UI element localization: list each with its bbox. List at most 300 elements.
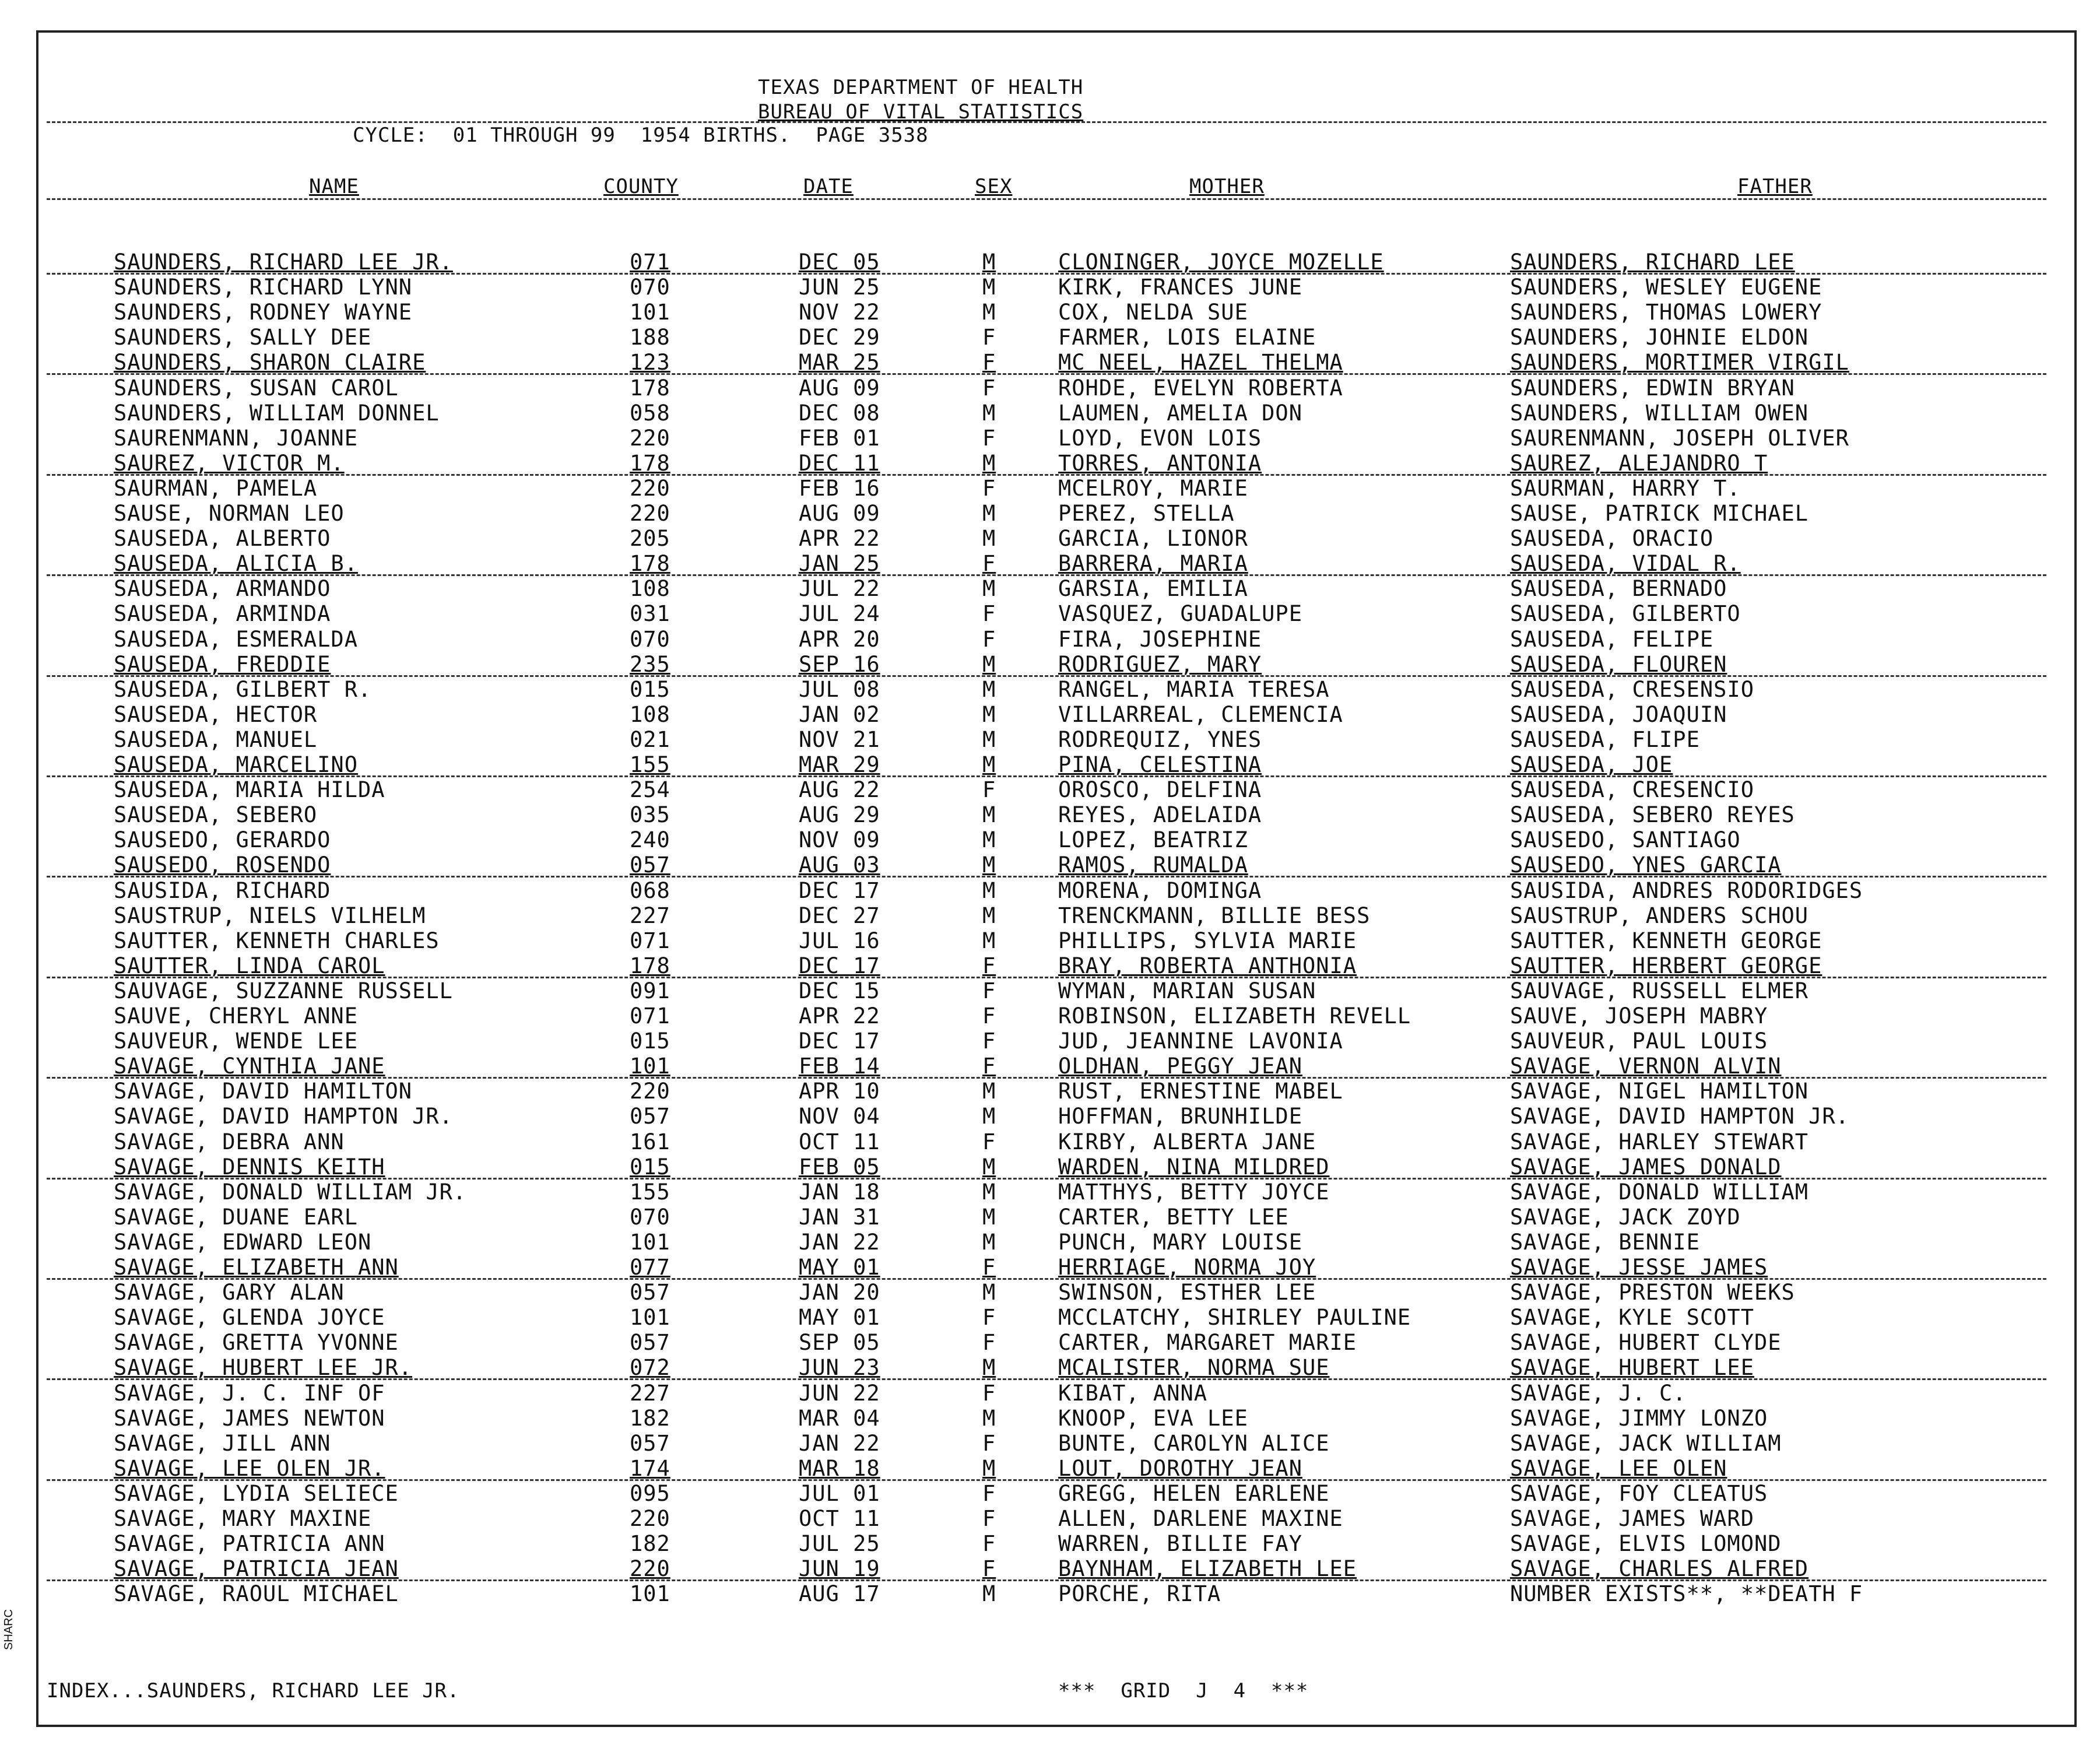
cell-name: SAVAGE, DAVID HAMPTON JR.: [114, 1104, 453, 1129]
cell-mother: PORCHE, RITA: [1058, 1581, 1221, 1607]
cell-county: 070: [630, 626, 670, 652]
table-row: [0, 953, 2100, 978]
cell-date: DEC 05: [799, 250, 880, 275]
cell-father: SAUSEDA, FLOUREN: [1510, 651, 1727, 677]
cell-father: NUMBER EXISTS**, **DEATH F: [1510, 1581, 1863, 1607]
cell-father: SAVAGE, HUBERT LEE: [1510, 1355, 1754, 1381]
cell-county: 220: [630, 475, 670, 501]
cell-mother: OLDHAN, PEGGY JEAN: [1058, 1054, 1302, 1079]
cell-county: 174: [630, 1455, 670, 1481]
cell-mother: KIBAT, ANNA: [1058, 1380, 1208, 1406]
cell-name: SAVAGE, DUANE EARL: [114, 1204, 358, 1230]
cell-father: SAUNDERS, JOHNIE ELDON: [1510, 325, 1809, 350]
cell-mother: TRENCKMANN, BILLIE BESS: [1058, 903, 1371, 928]
cell-date: JAN 20: [799, 1280, 880, 1305]
cell-sex: M: [982, 450, 996, 476]
cell-county: 155: [630, 1179, 670, 1205]
cell-name: SAUNDERS, RODNEY WAYNE: [114, 300, 413, 325]
cell-sex: M: [982, 877, 996, 903]
cell-name: SAVAGE, EDWARD LEON: [114, 1229, 372, 1255]
cell-father: SAUSEDA, CRESENSIO: [1510, 676, 1754, 702]
cell-county: 178: [630, 375, 670, 401]
cell-father: SAUSE, PATRICK MICHAEL: [1510, 501, 1809, 526]
cell-name: SAUSEDA, HECTOR: [114, 701, 318, 727]
cell-county: 123: [630, 350, 670, 375]
cell-county: 101: [630, 1305, 670, 1331]
table-row: [0, 1581, 2100, 1606]
cell-date: MAY 01: [799, 1255, 880, 1280]
cell-sex: F: [982, 350, 996, 375]
table-row: [0, 978, 2100, 1003]
cell-father: SAURMAN, HARRY T.: [1510, 475, 1741, 501]
cell-county: 070: [630, 275, 670, 300]
cell-county: 101: [630, 1054, 670, 1079]
cell-date: JUL 24: [799, 601, 880, 627]
table-row: [0, 903, 2100, 928]
cell-date: MAR 04: [799, 1405, 880, 1431]
cell-sex: F: [982, 475, 996, 501]
cell-mother: LOYD, EVON LOIS: [1058, 425, 1262, 451]
cell-name: SAUVAGE, SUZZANNE RUSSELL: [114, 978, 453, 1003]
cell-father: SAVAGE, DAVID HAMPTON JR.: [1510, 1104, 1849, 1129]
table-row: [0, 677, 2100, 702]
cell-date: FEB 05: [799, 1154, 880, 1180]
cell-father: SAVAGE, FOY CLEATUS: [1510, 1480, 1768, 1506]
cell-name: SAUSEDA, SEBERO: [114, 802, 318, 828]
cell-sex: F: [982, 1480, 996, 1506]
cell-mother: RODREQUIZ, YNES: [1058, 726, 1262, 752]
cell-mother: VILLARREAL, CLEMENCIA: [1058, 701, 1343, 727]
cell-name: SAVAGE, GARY ALAN: [114, 1280, 345, 1305]
cell-county: 058: [630, 400, 670, 426]
table-row: [0, 702, 2100, 727]
cell-sex: F: [982, 1556, 996, 1582]
table-row: [0, 401, 2100, 426]
cell-county: 220: [630, 1506, 670, 1531]
table-row: [0, 1079, 2100, 1104]
cell-father: SAUSEDA, JOE: [1510, 752, 1673, 777]
cell-mother: JUD, JEANNINE LAVONIA: [1058, 1029, 1343, 1054]
cell-date: JUN 25: [799, 275, 880, 300]
cell-date: DEC 27: [799, 903, 880, 928]
cell-date: APR 22: [799, 1003, 880, 1029]
table-row: [0, 627, 2100, 652]
cell-county: 227: [630, 1380, 670, 1406]
cell-father: SAUNDERS, THOMAS LOWERY: [1510, 300, 1822, 325]
cell-mother: VASQUEZ, GUADALUPE: [1058, 601, 1302, 627]
cell-father: SAURENMANN, JOSEPH OLIVER: [1510, 425, 1849, 451]
cell-mother: MCALISTER, NORMA SUE: [1058, 1355, 1330, 1381]
table-row: [0, 1255, 2100, 1280]
cell-name: SAUREZ, VICTOR M.: [114, 450, 345, 476]
cell-father: SAUSEDA, BERNADO: [1510, 576, 1727, 602]
cell-county: 071: [630, 250, 670, 275]
grid-footer: *** GRID J 4 ***: [1058, 1679, 1309, 1703]
cell-date: JUL 08: [799, 676, 880, 702]
cell-father: SAVAGE, JESSE JAMES: [1510, 1255, 1768, 1280]
table-row: [0, 1180, 2100, 1205]
cell-mother: WYMAN, MARIAN SUSAN: [1058, 978, 1316, 1003]
cell-father: SAUSEDO, YNES GARCIA: [1510, 852, 1782, 878]
cell-mother: MATTHYS, BETTY JOYCE: [1058, 1179, 1330, 1205]
cell-father: SAUSEDA, SEBERO REYES: [1510, 802, 1795, 828]
cell-father: SAVAGE, LEE OLEN: [1510, 1455, 1727, 1481]
cell-name: SAUSE, NORMAN LEO: [114, 501, 345, 526]
cell-father: SAUVAGE, RUSSELL ELMER: [1510, 978, 1809, 1003]
cell-father: SAUSIDA, ANDRES RODORIDGES: [1510, 877, 1863, 903]
cell-father: SAUSEDA, CRESENCIO: [1510, 777, 1754, 803]
cell-date: OCT 11: [799, 1129, 880, 1154]
cell-sex: M: [982, 726, 996, 752]
cell-county: 220: [630, 425, 670, 451]
cell-date: DEC 17: [799, 1029, 880, 1054]
table-row: [0, 1104, 2100, 1129]
cell-mother: ALLEN, DARLENE MAXINE: [1058, 1506, 1343, 1531]
cell-name: SAVAGE, DEBRA ANN: [114, 1129, 345, 1154]
cell-date: DEC 15: [799, 978, 880, 1003]
col-date-header: DATE: [803, 175, 854, 198]
cell-father: SAUSEDA, FELIPE: [1510, 626, 1714, 652]
table-row: [0, 1506, 2100, 1531]
cell-date: AUG 22: [799, 777, 880, 803]
cell-name: SAVAGE, DONALD WILLIAM JR.: [114, 1179, 467, 1205]
cell-name: SAUSEDA, ARMINDA: [114, 601, 331, 627]
cell-father: SAVAGE, JACK ZOYD: [1510, 1204, 1741, 1230]
cell-date: MAR 29: [799, 752, 880, 777]
cell-father: SAUSEDA, GILBERTO: [1510, 601, 1741, 627]
cell-sex: M: [982, 1079, 996, 1104]
cell-sex: M: [982, 1104, 996, 1129]
table-row: [0, 1129, 2100, 1154]
cell-mother: GARSIA, EMILIA: [1058, 576, 1248, 602]
cell-county: 155: [630, 752, 670, 777]
cell-county: 161: [630, 1129, 670, 1154]
index-footer: INDEX...SAUNDERS, RICHARD LEE JR.: [47, 1679, 460, 1703]
table-row: [0, 727, 2100, 752]
cell-mother: BRAY, ROBERTA ANTHONIA: [1058, 953, 1357, 978]
cell-county: 182: [630, 1405, 670, 1431]
cell-mother: MCELROY, MARIE: [1058, 475, 1248, 501]
cell-mother: RUST, ERNESTINE MABEL: [1058, 1079, 1343, 1104]
cell-county: 220: [630, 501, 670, 526]
cell-county: 091: [630, 978, 670, 1003]
cell-date: JUL 22: [799, 576, 880, 602]
cell-mother: PHILLIPS, SYLVIA MARIE: [1058, 928, 1357, 953]
cell-county: 057: [630, 1280, 670, 1305]
cell-father: SAUSTRUP, ANDERS SCHOU: [1510, 903, 1809, 928]
cell-mother: MCCLATCHY, SHIRLEY PAULINE: [1058, 1305, 1411, 1331]
cell-name: SAUSEDO, GERARDO: [114, 827, 331, 853]
cell-county: 035: [630, 802, 670, 828]
cell-father: SAUSEDO, SANTIAGO: [1510, 827, 1741, 853]
cell-name: SAUSIDA, RICHARD: [114, 877, 331, 903]
cell-sex: F: [982, 1003, 996, 1029]
cell-sex: M: [982, 300, 996, 325]
table-row: [0, 501, 2100, 526]
table-row: [0, 1230, 2100, 1255]
cell-sex: M: [982, 250, 996, 275]
cell-mother: RODRIGUEZ, MARY: [1058, 651, 1262, 677]
cell-sex: F: [982, 375, 996, 401]
cell-name: SAUVEUR, WENDE LEE: [114, 1029, 358, 1054]
cell-sex: M: [982, 1405, 996, 1431]
cell-name: SAVAGE, MARY MAXINE: [114, 1506, 372, 1531]
cell-father: SAVAGE, JAMES DONALD: [1510, 1154, 1782, 1180]
cell-date: JUN 19: [799, 1556, 880, 1582]
cell-father: SAVAGE, CHARLES ALFRED: [1510, 1556, 1809, 1582]
cell-sex: M: [982, 1581, 996, 1607]
cell-county: 068: [630, 877, 670, 903]
cell-sex: M: [982, 827, 996, 853]
cell-county: 021: [630, 726, 670, 752]
cell-sex: M: [982, 676, 996, 702]
cell-father: SAUTTER, HERBERT GEORGE: [1510, 953, 1822, 978]
cell-sex: M: [982, 852, 996, 878]
cell-father: SAVAGE, DONALD WILLIAM: [1510, 1179, 1809, 1205]
cell-name: SAUSEDA, ARMANDO: [114, 576, 331, 602]
cell-county: 220: [630, 1556, 670, 1582]
cell-mother: LOPEZ, BEATRIZ: [1058, 827, 1248, 853]
cell-father: SAVAGE, BENNIE: [1510, 1229, 1700, 1255]
table-row: [0, 601, 2100, 626]
cell-sex: F: [982, 1029, 996, 1054]
cell-date: DEC 11: [799, 450, 880, 476]
cell-sex: F: [982, 1054, 996, 1079]
cell-mother: GARCIA, LIONOR: [1058, 526, 1248, 552]
cell-mother: OROSCO, DELFINA: [1058, 777, 1262, 803]
table-row: [0, 1154, 2100, 1180]
cell-county: 254: [630, 777, 670, 803]
cell-name: SAVAGE, DENNIS KEITH: [114, 1154, 385, 1180]
col-sex-header: SEX: [975, 175, 1013, 198]
cell-county: 182: [630, 1531, 670, 1557]
table-row: [0, 1531, 2100, 1556]
cell-date: JAN 18: [799, 1179, 880, 1205]
table-row: [0, 1205, 2100, 1230]
cell-date: DEC 08: [799, 400, 880, 426]
cell-father: SAUTTER, KENNETH GEORGE: [1510, 928, 1822, 953]
cell-county: 108: [630, 701, 670, 727]
cell-name: SAUNDERS, SHARON CLAIRE: [114, 350, 426, 375]
cell-father: SAUSEDA, VIDAL R.: [1510, 551, 1741, 577]
cell-date: NOV 09: [799, 827, 880, 853]
cell-name: SAUSEDA, ALBERTO: [114, 526, 331, 552]
cell-county: 240: [630, 827, 670, 853]
cell-mother: BUNTE, CAROLYN ALICE: [1058, 1430, 1330, 1456]
cell-father: SAUVEUR, PAUL LOUIS: [1510, 1029, 1768, 1054]
table-row: [0, 576, 2100, 601]
cell-mother: PEREZ, STELLA: [1058, 501, 1235, 526]
cell-name: SAUSTRUP, NIELS VILHELM: [114, 903, 426, 928]
col-mother-header: MOTHER: [1189, 175, 1265, 198]
table-row: [0, 1330, 2100, 1355]
cell-date: JAN 31: [799, 1204, 880, 1230]
cell-county: 235: [630, 651, 670, 677]
side-mark: SHARC: [2, 1609, 15, 1650]
cell-sex: M: [982, 928, 996, 953]
cell-sex: M: [982, 1179, 996, 1205]
cell-date: JUL 16: [799, 928, 880, 953]
cell-sex: F: [982, 1129, 996, 1154]
cell-name: SAVAGE, LYDIA SELIECE: [114, 1480, 399, 1506]
cell-father: SAVAGE, HARLEY STEWART: [1510, 1129, 1809, 1154]
table-row: [0, 1355, 2100, 1380]
cell-county: 101: [630, 300, 670, 325]
cell-mother: LOUT, DOROTHY JEAN: [1058, 1455, 1302, 1481]
cell-name: SAVAGE, PATRICIA JEAN: [114, 1556, 399, 1582]
cell-date: FEB 14: [799, 1054, 880, 1079]
cell-county: 015: [630, 1029, 670, 1054]
table-row: [0, 652, 2100, 677]
cell-date: APR 22: [799, 526, 880, 552]
table-row: [0, 300, 2100, 325]
cell-mother: ROBINSON, ELIZABETH REVELL: [1058, 1003, 1411, 1029]
cell-sex: M: [982, 903, 996, 928]
table-row: [0, 1305, 2100, 1330]
cell-mother: WARREN, BILLIE FAY: [1058, 1531, 1302, 1557]
table-row: [0, 827, 2100, 852]
cell-mother: COX, NELDA SUE: [1058, 300, 1248, 325]
cell-sex: M: [982, 526, 996, 552]
cell-date: AUG 09: [799, 375, 880, 401]
cell-name: SAUNDERS, SUSAN CAROL: [114, 375, 399, 401]
cell-county: 057: [630, 1104, 670, 1129]
cell-mother: GREGG, HELEN EARLENE: [1058, 1480, 1330, 1506]
cell-date: DEC 17: [799, 877, 880, 903]
cell-sex: M: [982, 802, 996, 828]
cell-county: 108: [630, 576, 670, 602]
cell-date: JUN 22: [799, 1380, 880, 1406]
cell-mother: KNOOP, EVA LEE: [1058, 1405, 1248, 1431]
cell-mother: REYES, ADELAIDA: [1058, 802, 1262, 828]
cell-county: 178: [630, 450, 670, 476]
cell-name: SAVAGE, JAMES NEWTON: [114, 1405, 385, 1431]
cell-mother: LAUMEN, AMELIA DON: [1058, 400, 1302, 426]
cell-mother: KIRBY, ALBERTA JANE: [1058, 1129, 1316, 1154]
cell-father: SAVAGE, ELVIS LOMOND: [1510, 1531, 1782, 1557]
cell-name: SAUNDERS, RICHARD LYNN: [114, 275, 413, 300]
cell-date: MAR 25: [799, 350, 880, 375]
cell-date: JUL 01: [799, 1480, 880, 1506]
cell-sex: M: [982, 576, 996, 602]
cell-sex: M: [982, 651, 996, 677]
cell-father: SAUNDERS, WESLEY EUGENE: [1510, 275, 1822, 300]
cell-mother: MC NEEL, HAZEL THELMA: [1058, 350, 1343, 375]
cell-father: SAVAGE, VERNON ALVIN: [1510, 1054, 1782, 1079]
cell-date: APR 20: [799, 626, 880, 652]
cell-father: SAVAGE, HUBERT CLYDE: [1510, 1330, 1782, 1356]
cell-sex: M: [982, 501, 996, 526]
cell-father: SAUSEDA, ORACIO: [1510, 526, 1714, 552]
cell-father: SAUSEDA, JOAQUIN: [1510, 701, 1727, 727]
cell-father: SAUNDERS, MORTIMER VIRGIL: [1510, 350, 1849, 375]
cell-mother: ROHDE, EVELYN ROBERTA: [1058, 375, 1343, 401]
cell-name: SAUSEDA, MARCELINO: [114, 752, 358, 777]
cell-name: SAUSEDA, ESMERALDA: [114, 626, 358, 652]
cell-father: SAVAGE, PRESTON WEEKS: [1510, 1280, 1795, 1305]
cell-sex: M: [982, 1455, 996, 1481]
agency-title: TEXAS DEPARTMENT OF HEALTH: [758, 76, 1084, 99]
cell-father: SAVAGE, KYLE SCOTT: [1510, 1305, 1754, 1331]
cell-date: NOV 22: [799, 300, 880, 325]
cell-mother: WARDEN, NINA MILDRED: [1058, 1154, 1330, 1180]
cell-county: 205: [630, 526, 670, 552]
cell-sex: F: [982, 425, 996, 451]
cell-date: MAR 18: [799, 1455, 880, 1481]
cell-date: OCT 11: [799, 1506, 880, 1531]
table-row: [0, 1456, 2100, 1481]
cell-county: 070: [630, 1204, 670, 1230]
cell-father: SAVAGE, JAMES WARD: [1510, 1506, 1754, 1531]
cell-sex: F: [982, 1305, 996, 1331]
table-row: [0, 275, 2100, 300]
cell-sex: M: [982, 400, 996, 426]
cell-name: SAUSEDO, ROSENDO: [114, 852, 331, 878]
table-row: [0, 1481, 2100, 1506]
cell-mother: MORENA, DOMINGA: [1058, 877, 1262, 903]
col-father-header: FATHER: [1737, 175, 1813, 198]
table-row: [0, 476, 2100, 501]
cell-date: JAN 22: [799, 1430, 880, 1456]
cell-name: SAUNDERS, SALLY DEE: [114, 325, 372, 350]
cell-date: AUG 29: [799, 802, 880, 828]
cell-sex: F: [982, 953, 996, 978]
cell-father: SAVAGE, NIGEL HAMILTON: [1510, 1079, 1809, 1104]
cell-sex: M: [982, 1154, 996, 1180]
cell-date: AUG 03: [799, 852, 880, 878]
col-name-header: NAME: [309, 175, 359, 198]
table-row: [0, 1406, 2100, 1431]
cell-name: SAVAGE, RAOUL MICHAEL: [114, 1581, 399, 1607]
cell-sex: M: [982, 275, 996, 300]
cell-name: SAVAGE, CYNTHIA JANE: [114, 1054, 385, 1079]
cell-father: SAUREZ, ALEJANDRO T: [1510, 450, 1768, 476]
cell-date: JAN 02: [799, 701, 880, 727]
cell-name: SAUSEDA, ALICIA B.: [114, 551, 358, 577]
cell-name: SAVAGE, PATRICIA ANN: [114, 1531, 385, 1557]
cell-mother: PUNCH, MARY LOUISE: [1058, 1229, 1302, 1255]
cell-mother: TORRES, ANTONIA: [1058, 450, 1262, 476]
cell-sex: F: [982, 777, 996, 803]
cell-county: 220: [630, 1079, 670, 1104]
cell-county: 071: [630, 928, 670, 953]
cell-sex: F: [982, 626, 996, 652]
cell-mother: SWINSON, ESTHER LEE: [1058, 1280, 1316, 1305]
table-row: [0, 1280, 2100, 1305]
cell-mother: BAYNHAM, ELIZABETH LEE: [1058, 1556, 1357, 1582]
cell-mother: FIRA, JOSEPHINE: [1058, 626, 1262, 652]
cell-sex: F: [982, 551, 996, 577]
cell-name: SAUSEDA, MARIA HILDA: [114, 777, 385, 803]
cell-county: 101: [630, 1229, 670, 1255]
cell-date: FEB 16: [799, 475, 880, 501]
cell-county: 031: [630, 601, 670, 627]
cell-mother: RANGEL, MARIA TERESA: [1058, 676, 1330, 702]
cell-date: NOV 21: [799, 726, 880, 752]
cycle-line: CYCLE: 01 THROUGH 99 1954 BIRTHS. PAGE 3538: [353, 124, 929, 147]
table-row: [0, 325, 2100, 350]
cell-county: 178: [630, 953, 670, 978]
cell-mother: KIRK, FRANCES JUNE: [1058, 275, 1302, 300]
table-row: [0, 777, 2100, 802]
cell-mother: RAMOS, RUMALDA: [1058, 852, 1248, 878]
cell-mother: CARTER, MARGARET MARIE: [1058, 1330, 1357, 1356]
cell-date: SEP 05: [799, 1330, 880, 1356]
cell-mother: BARRERA, MARIA: [1058, 551, 1248, 577]
cell-county: 057: [630, 852, 670, 878]
cell-name: SAVAGE, ELIZABETH ANN: [114, 1255, 399, 1280]
cell-county: 057: [630, 1430, 670, 1456]
